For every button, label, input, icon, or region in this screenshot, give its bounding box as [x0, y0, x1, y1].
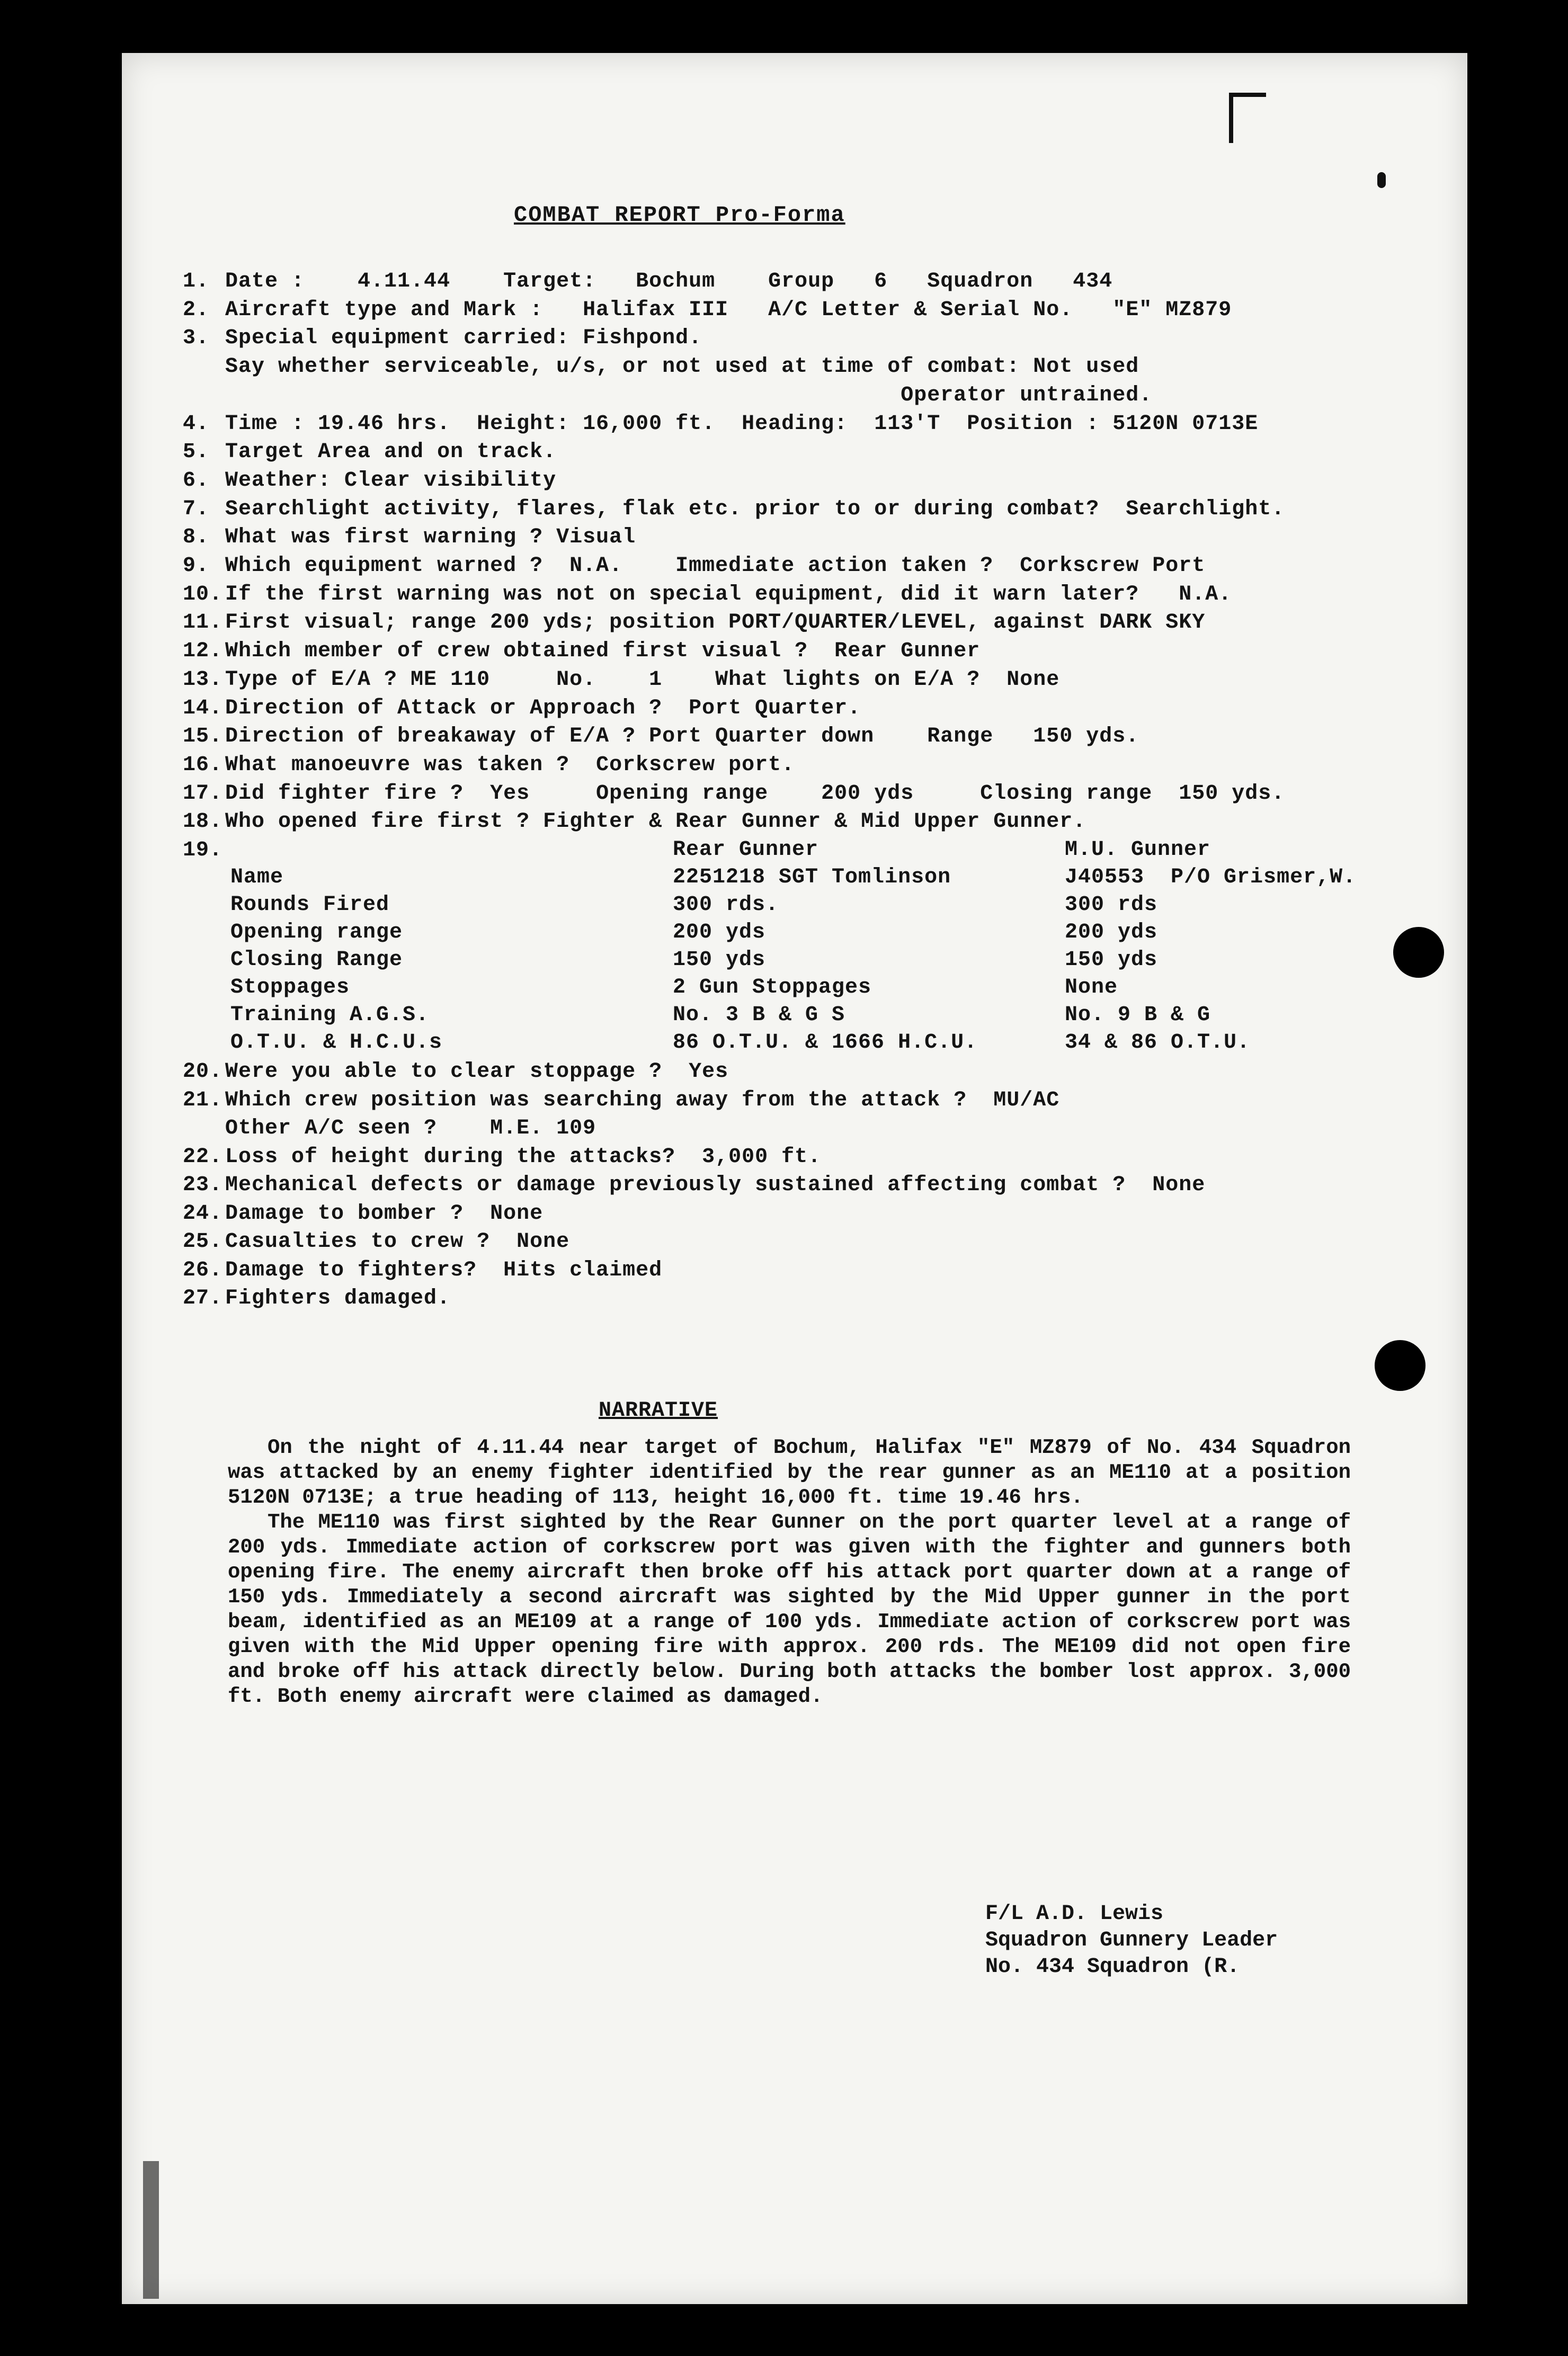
rear-gunner-value: 2 Gun Stoppages [673, 976, 872, 999]
item-number: 10. [183, 582, 223, 606]
mu-gunner-value: 300 rds [1065, 893, 1158, 917]
row-label: Name [230, 865, 284, 889]
item-number: 16. [183, 753, 223, 777]
item-text: Aircraft type and Mark : Halifax III A/C Letter & Serial No. "E" MZ879 [225, 298, 1232, 322]
narrative-paragraph-2: The ME110 was first sighted by the Rear Gunner on the port quarter level at a range of 200 yds. Immediate action of corkscrew port was given with the fighter and gunners both opening fire. The enemy aircraft then broke off his attack port quarter down at a range of 150 yds. Immediately a second aircraft was sighted by the Mid Upper gunner in the port beam, identified as an ME109 at a range of 100 yds. Immediate action of corkscrew port was given with the Mid Upper opening fire with approx. 200 rds. The ME109 did not open fire and broke off his attack directly below. During both attacks the bomber lost approx. 3,000 ft. Both enemy aircraft were claimed as damaged. [228, 1511, 1351, 1708]
item-number: 9. [183, 554, 210, 578]
item-number: 26. [183, 1258, 223, 1282]
item-number: 18. [183, 810, 223, 834]
punch-hole-lower [1375, 1340, 1426, 1391]
item-text: Weather: Clear visibility [225, 468, 557, 493]
col-header-mu-gunner: M.U. Gunner [1065, 838, 1211, 862]
page-title: COMBAT REPORT Pro-Forma [514, 202, 845, 228]
item-number: 8. [183, 525, 210, 550]
item-text: Mechanical defects or damage previously sustained affecting combat ? None [225, 1173, 1206, 1197]
item-number: 7. [183, 497, 210, 521]
signature-unit: No. 434 Squadron (R. [985, 1955, 1240, 1979]
item-text: Which member of crew obtained first visual ? Rear Gunner [225, 639, 981, 664]
row-label: Opening range [230, 921, 403, 944]
item-text: Casualties to crew ? None [225, 1230, 570, 1254]
item-number: 3. [183, 326, 210, 351]
item-number: 19. [183, 838, 223, 862]
rear-gunner-value: No. 3 B & G S [673, 1003, 845, 1027]
rear-gunner-value: 2251218 SGT Tomlinson [673, 865, 951, 889]
report-page [122, 53, 1467, 2304]
item-text: Who opened fire first ? Fighter & Rear Gunner & Mid Upper Gunner. [225, 810, 1086, 834]
rear-gunner-value: 86 O.T.U. & 1666 H.C.U. [673, 1031, 978, 1055]
signature-role: Squadron Gunnery Leader [985, 1929, 1278, 1952]
mu-gunner-value: None [1065, 976, 1118, 999]
item-number: 17. [183, 781, 223, 806]
corner-staple-mark [1229, 93, 1233, 143]
item-text: What was first warning ? Visual [225, 525, 636, 550]
mu-gunner-value: J40553 P/O Grismer,W. [1065, 865, 1357, 889]
item-text: Damage to bomber ? None [225, 1201, 544, 1226]
edge-smudge [143, 2161, 159, 2299]
item-text: Special equipment carried: Fishpond. [225, 326, 702, 351]
item-number: 1. [183, 270, 210, 293]
item-text: Type of E/A ? ME 110 No. 1 What lights on E/A ? None [225, 667, 1060, 692]
item-number: 14. [183, 696, 223, 720]
mu-gunner-value: No. 9 B & G [1065, 1003, 1211, 1027]
rear-gunner-value: 150 yds [673, 948, 766, 972]
row-label: Closing Range [230, 948, 403, 972]
item-text: Did fighter fire ? Yes Opening range 200 yds Closing range 150 yds. [225, 781, 1285, 806]
item-number: 15. [183, 725, 223, 749]
item-text: Time : 19.46 hrs. Height: 16,000 ft. Heading: 113'T Position : 5120N 0713E [225, 412, 1259, 436]
item-text: Loss of height during the attacks? 3,000 ft. [225, 1145, 822, 1169]
item-text: If the first warning was not on special equipment, did it warn later? N.A. [225, 582, 1232, 606]
item-text: Searchlight activity, flares, flak etc. prior to or during combat? Searchlight. [225, 497, 1285, 521]
item-number: 5. [183, 440, 210, 465]
narrative-text [228, 1435, 1351, 1709]
item-text: What manoeuvre was taken ? Corkscrew port. [225, 753, 795, 777]
corner-staple-mark [1229, 93, 1266, 97]
item-text: Fighters damaged. [225, 1287, 451, 1310]
item-number: 25. [183, 1230, 223, 1254]
item-text: Target Area and on track. [225, 440, 557, 465]
item-number: 6. [183, 468, 210, 493]
item-number: 21. [183, 1088, 223, 1112]
row-label: Stoppages [230, 976, 350, 999]
item-number: 22. [183, 1145, 223, 1169]
row-label: O.T.U. & H.C.U.s [230, 1031, 443, 1055]
row-label: Rounds Fired [230, 893, 390, 917]
mu-gunner-value: 150 yds [1065, 948, 1158, 972]
punch-hole-upper [1393, 927, 1444, 978]
col-header-rear-gunner: Rear Gunner [673, 838, 819, 862]
row-label: Training A.G.S. [230, 1003, 430, 1027]
item-number: 4. [183, 412, 210, 436]
item-number: 11. [183, 611, 223, 635]
item-text: Damage to fighters? Hits claimed [225, 1258, 663, 1282]
item-text: Say whether serviceable, u/s, or not used at time of combat: Not used [225, 355, 1139, 379]
item-text: Direction of Attack or Approach ? Port Quarter. [225, 696, 861, 720]
signature-name: F/L A.D. Lewis [985, 1902, 1164, 1926]
item-text: Operator untrained. [225, 383, 1153, 407]
item-text: Were you able to clear stoppage ? Yes [225, 1060, 729, 1084]
rear-gunner-value: 300 rds. [673, 893, 779, 917]
item-number: 23. [183, 1173, 223, 1197]
item-number: 27. [183, 1287, 223, 1310]
mu-gunner-value: 200 yds [1065, 921, 1158, 944]
item-number: 12. [183, 639, 223, 664]
item-number: 2. [183, 298, 210, 322]
item-number: 20. [183, 1060, 223, 1084]
item-number: 24. [183, 1201, 223, 1226]
item-text: Which crew position was searching away from the attack ? MU/AC [225, 1088, 1060, 1112]
narrative-heading: NARRATIVE [599, 1399, 718, 1423]
ink-spot [1377, 172, 1386, 188]
item-text: Direction of breakaway of E/A ? Port Quarter down Range 150 yds. [225, 725, 1139, 749]
item-text: First visual; range 200 yds; position PORT/QUARTER/LEVEL, against DARK SKY [225, 611, 1206, 635]
rear-gunner-value: 200 yds [673, 921, 766, 944]
narrative-paragraph-1: On the night of 4.11.44 near target of Bochum, Halifax "E" MZ879 of No. 434 Squadron was attacked by an enemy fighter identified by the rear gunner as an ME110 at a position 5120N 0713E; a true heading of 113, height 16,000 ft. time 19.46 hrs. [228, 1436, 1351, 1509]
mu-gunner-value: 34 & 86 O.T.U. [1065, 1031, 1251, 1055]
item-number: 13. [183, 667, 223, 692]
item-text: Which equipment warned ? N.A. Immediate action taken ? Corkscrew Port [225, 554, 1206, 578]
item-text: Date : 4.11.44 Target: Bochum Group 6 Squadron 434 [225, 270, 1113, 293]
item-text: Other A/C seen ? M.E. 109 [225, 1117, 596, 1140]
